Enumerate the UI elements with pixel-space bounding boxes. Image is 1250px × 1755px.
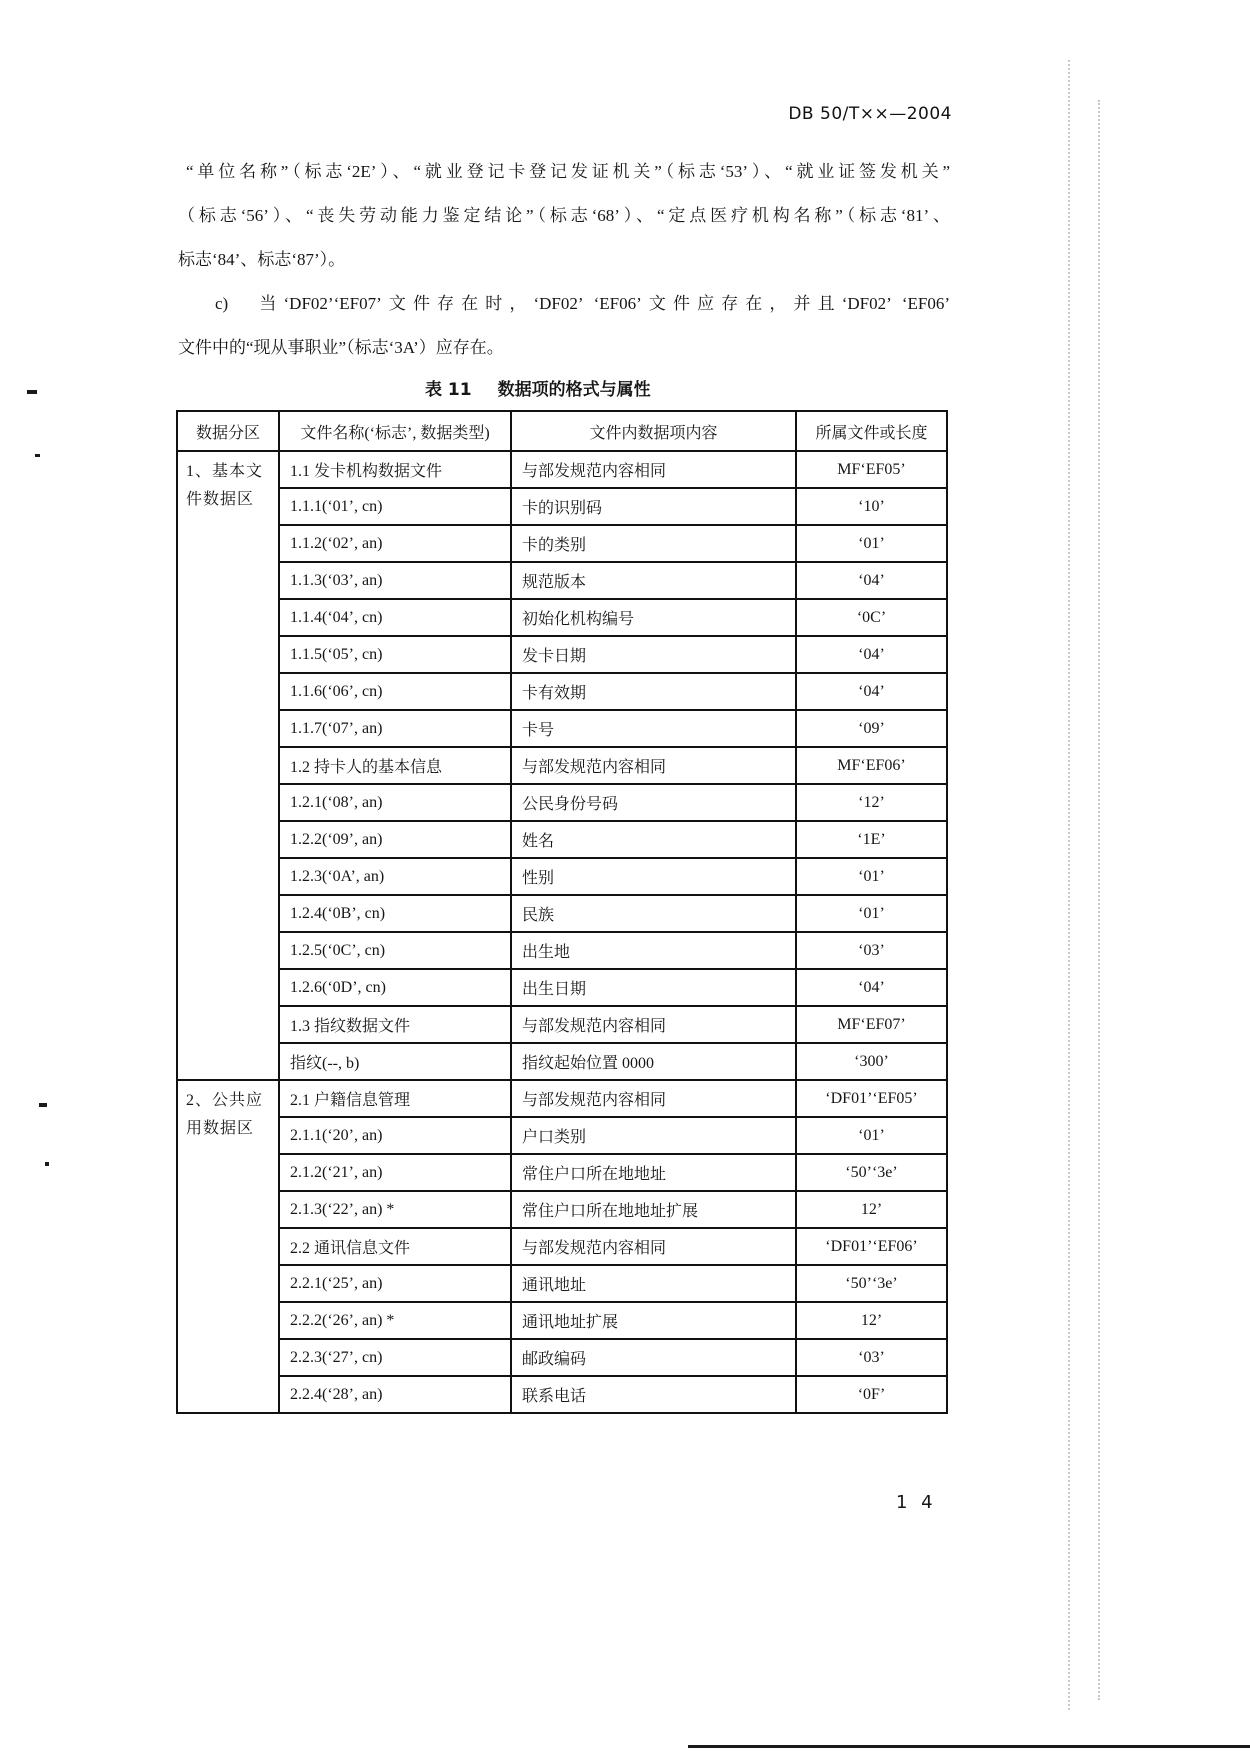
scan-edge-dots <box>1068 60 1070 1710</box>
content-cell: 联系电话 <box>511 1376 796 1413</box>
length-cell: ‘01’ <box>796 1117 947 1154</box>
table-row <box>177 784 947 821</box>
body-paragraphs <box>178 150 950 370</box>
length-cell: ‘50’‘3e’ <box>796 1154 947 1191</box>
length-cell: MF‘EF06’ <box>796 747 947 784</box>
length-cell: MF‘EF07’ <box>796 1006 947 1043</box>
table-header-row <box>177 411 947 451</box>
file-name-cell: 1.3 指纹数据文件 <box>279 1006 511 1043</box>
header-partition: 数据分区 <box>177 411 279 451</box>
file-name-cell: 1.2.1(‘08’, an) <box>279 784 511 821</box>
file-name-cell: 1.2.2(‘09’, an) <box>279 821 511 858</box>
table-row <box>177 821 947 858</box>
content-cell: 与部发规范内容相同 <box>511 1080 796 1117</box>
table-row <box>177 1376 947 1413</box>
file-name-cell: 1.1.7(‘07’, an) <box>279 710 511 747</box>
content-cell: 规范版本 <box>511 562 796 599</box>
scan-edge-dots <box>1098 100 1100 1700</box>
scan-mark <box>35 454 40 457</box>
content-cell: 与部发规范内容相同 <box>511 1006 796 1043</box>
file-name-cell: 2.2.3(‘27’, cn) <box>279 1339 511 1376</box>
table-row <box>177 1080 947 1117</box>
length-cell: ‘04’ <box>796 673 947 710</box>
data-format-table <box>176 410 948 1414</box>
content-cell: 与部发规范内容相同 <box>511 451 796 488</box>
scan-mark <box>39 1103 47 1107</box>
section-name-cell: 2、公共应用数据区 <box>177 1080 279 1413</box>
content-cell: 姓名 <box>511 821 796 858</box>
length-cell: 12’ <box>796 1191 947 1228</box>
file-name-cell: 2.2 通讯信息文件 <box>279 1228 511 1265</box>
file-name-cell: 1.2.6(‘0D’, cn) <box>279 969 511 1006</box>
paragraph-line: 标志‘84’、标志‘87’）。 <box>178 250 346 269</box>
file-name-cell: 2.2.1(‘25’, an) <box>279 1265 511 1302</box>
table-title: 数据项的格式与属性 <box>497 380 651 400</box>
table-row <box>177 562 947 599</box>
length-cell: ‘DF01’‘EF06’ <box>796 1228 947 1265</box>
content-cell: 出生日期 <box>511 969 796 1006</box>
table-row <box>177 488 947 525</box>
header-file-name: 文件名称(‘标志’, 数据类型) <box>279 411 511 451</box>
file-name-cell: 1.2 持卡人的基本信息 <box>279 747 511 784</box>
file-name-cell: 1.1 发卡机构数据文件 <box>279 451 511 488</box>
table-row <box>177 673 947 710</box>
table-row <box>177 525 947 562</box>
paragraph-line: 文件中的“现从事职业”（标志‘3A’）应存在。 <box>178 338 504 357</box>
content-cell: 出生地 <box>511 932 796 969</box>
file-name-cell: 2.1.3(‘22’, an) * <box>279 1191 511 1228</box>
file-name-cell: 指纹(--, b) <box>279 1043 511 1080</box>
file-name-cell: 1.2.3(‘0A’, an) <box>279 858 511 895</box>
length-cell: ‘0C’ <box>796 599 947 636</box>
content-cell: 公民身份号码 <box>511 784 796 821</box>
scan-edge-line <box>688 1745 1250 1748</box>
length-cell: 12’ <box>796 1302 947 1339</box>
file-name-cell: 1.1.6(‘06’, cn) <box>279 673 511 710</box>
content-cell: 邮政编码 <box>511 1339 796 1376</box>
table-row <box>177 710 947 747</box>
paragraph-line: “单位名称”（标志‘2E’）、“就业登记卡登记发证机关”（标志‘53’）、“就业证签发机关” <box>186 162 950 181</box>
file-name-cell: 1.1.4(‘04’, cn) <box>279 599 511 636</box>
table-row <box>177 1154 947 1191</box>
length-cell: ‘04’ <box>796 636 947 673</box>
content-cell: 常住户口所在地地址 <box>511 1154 796 1191</box>
file-name-cell: 1.1.1(‘01’, cn) <box>279 488 511 525</box>
file-name-cell: 2.2.2(‘26’, an) * <box>279 1302 511 1339</box>
scan-mark <box>45 1162 49 1166</box>
length-cell: ‘03’ <box>796 1339 947 1376</box>
header-length: 所属文件或长度 <box>796 411 947 451</box>
content-cell: 发卡日期 <box>511 636 796 673</box>
length-cell: ‘04’ <box>796 969 947 1006</box>
file-name-cell: 1.2.4(‘0B’, cn) <box>279 895 511 932</box>
table-row <box>177 1302 947 1339</box>
table-row <box>177 451 947 488</box>
file-name-cell: 1.2.5(‘0C’, cn) <box>279 932 511 969</box>
length-cell: ‘12’ <box>796 784 947 821</box>
table-row <box>177 1265 947 1302</box>
section-name-cell: 1、基本文件数据区 <box>177 451 279 1080</box>
length-cell: ‘01’ <box>796 858 947 895</box>
length-cell: ‘10’ <box>796 488 947 525</box>
content-cell: 常住户口所在地地址扩展 <box>511 1191 796 1228</box>
table-row <box>177 895 947 932</box>
content-cell: 卡有效期 <box>511 673 796 710</box>
length-cell: ‘04’ <box>796 562 947 599</box>
table-number: 表 11 <box>425 380 472 400</box>
table-row <box>177 1191 947 1228</box>
content-cell: 初始化机构编号 <box>511 599 796 636</box>
paragraph-line: c) 当‘DF02’‘EF07’文件存在时，‘DF02’ ‘EF06’文件应存在，并且‘DF02’ ‘EF06’ <box>215 294 950 313</box>
content-cell: 卡号 <box>511 710 796 747</box>
content-cell: 卡的识别码 <box>511 488 796 525</box>
table-row <box>177 1339 947 1376</box>
length-cell: ‘50’‘3e’ <box>796 1265 947 1302</box>
file-name-cell: 2.1.2(‘21’, an) <box>279 1154 511 1191</box>
length-cell: ‘01’ <box>796 525 947 562</box>
content-cell: 卡的类别 <box>511 525 796 562</box>
standard-code: DB 50/T××—2004 <box>788 104 952 124</box>
table-row <box>177 969 947 1006</box>
header-content: 文件内数据项内容 <box>511 411 796 451</box>
table-row <box>177 1117 947 1154</box>
length-cell: ‘300’ <box>796 1043 947 1080</box>
file-name-cell: 2.1 户籍信息管理 <box>279 1080 511 1117</box>
content-cell: 与部发规范内容相同 <box>511 747 796 784</box>
length-cell: MF‘EF05’ <box>796 451 947 488</box>
table-row <box>177 1006 947 1043</box>
page-number: 1 4 <box>896 1492 937 1513</box>
content-cell: 户口类别 <box>511 1117 796 1154</box>
length-cell: ‘1E’ <box>796 821 947 858</box>
table-row <box>177 747 947 784</box>
paragraph-line: （标志‘56’）、“丧失劳动能力鉴定结论”（标志‘68’）、“定点医疗机构名称”（标志‘81’、 <box>178 206 950 225</box>
table-row <box>177 636 947 673</box>
table-row <box>177 932 947 969</box>
table-body <box>177 451 947 1413</box>
table-row <box>177 1228 947 1265</box>
table-row <box>177 1043 947 1080</box>
table-row <box>177 858 947 895</box>
file-name-cell: 1.1.5(‘05’, cn) <box>279 636 511 673</box>
length-cell: ‘03’ <box>796 932 947 969</box>
file-name-cell: 2.2.4(‘28’, an) <box>279 1376 511 1413</box>
content-cell: 与部发规范内容相同 <box>511 1228 796 1265</box>
scan-mark <box>27 390 37 394</box>
length-cell: ‘0F’ <box>796 1376 947 1413</box>
content-cell: 性别 <box>511 858 796 895</box>
table-caption <box>425 377 651 403</box>
length-cell: ‘01’ <box>796 895 947 932</box>
file-name-cell: 1.1.3(‘03’, an) <box>279 562 511 599</box>
content-cell: 通讯地址 <box>511 1265 796 1302</box>
file-name-cell: 1.1.2(‘02’, an) <box>279 525 511 562</box>
content-cell: 民族 <box>511 895 796 932</box>
table-row <box>177 599 947 636</box>
content-cell: 指纹起始位置 0000 <box>511 1043 796 1080</box>
length-cell: ‘DF01’‘EF05’ <box>796 1080 947 1117</box>
file-name-cell: 2.1.1(‘20’, an) <box>279 1117 511 1154</box>
length-cell: ‘09’ <box>796 710 947 747</box>
content-cell: 通讯地址扩展 <box>511 1302 796 1339</box>
